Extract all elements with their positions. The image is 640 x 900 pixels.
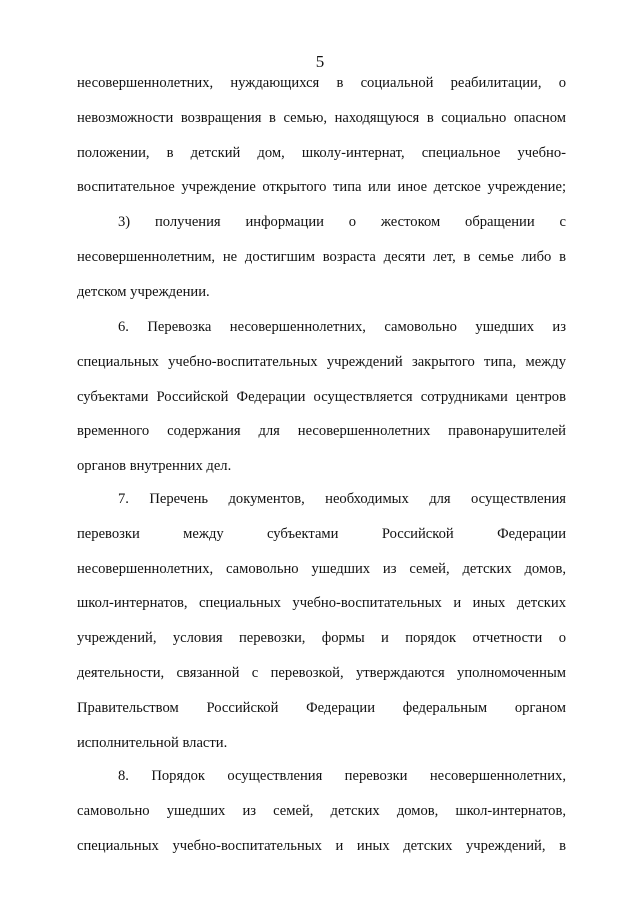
text-line: специальных учебно-воспитательных учреждений закрытого типа, между <box>77 353 566 370</box>
text-line: несовершеннолетних, нуждающихся в социальной реабилитации, о <box>77 75 566 91</box>
paragraph-list-item-2-continuation <box>77 66 566 205</box>
text-line: перевозки между субъектами Российской Федерации <box>77 525 566 542</box>
text-line: субъектами Российской Федерации осуществляется сотрудниками центров <box>77 388 566 405</box>
text-line: 6. Перевозка несовершеннолетних, самовольно ушедших из <box>118 319 566 335</box>
paragraph-section-6 <box>77 310 566 484</box>
text-line: самовольно ушедших из семей, детских домов, школ-интернатов, <box>77 802 566 819</box>
text-line: 8. Порядок осуществления перевозки несовершеннолетних, <box>118 768 566 784</box>
text-line: исполнительной власти. <box>77 734 228 751</box>
text-line: 3) получения информации о жестоком обращении с <box>118 214 566 230</box>
text-line: несовершеннолетним, не достигшим возраста десяти лет, в семье либо в <box>77 248 566 265</box>
paragraph-section-8 <box>77 759 566 863</box>
text-line: несовершеннолетних, самовольно ушедших из семей, детских домов, <box>77 560 566 577</box>
text-line: детском учреждении. <box>77 283 210 300</box>
text-line: воспитательное учреждение открытого типа или иное детское учреждение; <box>77 179 566 196</box>
text-line: Правительством Российской Федерации федеральным органом <box>77 699 566 716</box>
text-line: учреждений, условия перевозки, формы и порядок отчетности о <box>77 630 566 647</box>
text-line: 7. Перечень документов, необходимых для осуществления <box>118 491 566 507</box>
text-line: временного содержания для несовершеннолетних правонарушителей <box>77 423 566 440</box>
text-line: деятельности, связанной с перевозкой, утверждаются уполномоченным <box>77 664 566 681</box>
text-line: органов внутренних дел. <box>77 458 232 475</box>
page-number: 5 <box>315 52 325 71</box>
text-line: школ-интернатов, специальных учебно-воспитательных и иных детских <box>77 595 566 612</box>
paragraph-list-item-3 <box>77 205 566 309</box>
paragraph-section-7 <box>77 482 566 760</box>
text-line: положении, в детский дом, школу-интернат, специальное учебно- <box>77 144 566 161</box>
text-line: специальных учебно-воспитательных и иных детских учреждений, в <box>77 837 566 854</box>
text-line: невозможности возвращения в семью, находящуюся в социально опасном <box>77 109 566 126</box>
